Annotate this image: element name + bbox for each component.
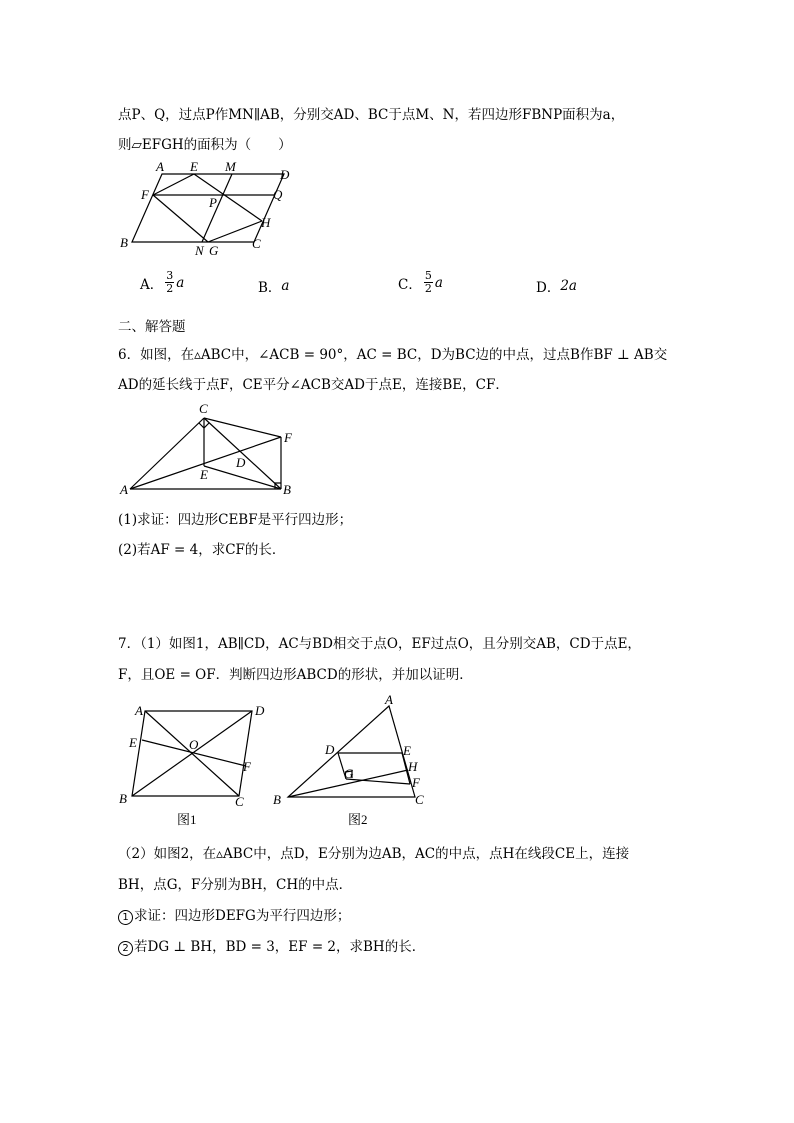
fig7b-caption: 图2 — [348, 812, 368, 827]
option-a-den: 2 — [166, 282, 174, 295]
circled-one-mark: 1 — [118, 910, 133, 925]
q5-option-c[interactable] — [398, 270, 443, 295]
q7-sub2-text: 若DG ⊥ BH，BD = 3，EF = 2，求BH的长． — [134, 939, 426, 955]
fig5-label-c: C — [252, 236, 261, 251]
q5-option-b[interactable] — [258, 276, 289, 296]
q7-sub1 — [118, 904, 350, 925]
fig7a-caption: 图1 — [177, 812, 197, 827]
fig7b-label-d: D — [325, 742, 335, 757]
option-b-text: a — [281, 278, 290, 294]
fig5-label-g: G — [209, 243, 219, 258]
fig7b-label-a: A — [385, 692, 393, 707]
fig6-label-f: F — [284, 430, 292, 445]
fig6-label-b: B — [283, 482, 291, 497]
fig7b-label-h: H — [408, 759, 418, 774]
option-b-letter: B． — [258, 280, 282, 296]
q5-option-a[interactable] — [140, 270, 184, 295]
q5-option-d[interactable] — [536, 276, 577, 296]
fig6-label-e: E — [200, 467, 208, 482]
fig5-label-n: N — [195, 243, 204, 258]
q5-line1: 点P、Q，过点P作MN∥AB，分别交AD、BC于点M、N，若四边形FBNP面积为a， — [118, 107, 625, 123]
option-a-var: a — [176, 274, 185, 291]
q6-triangle-figure — [118, 400, 308, 500]
option-d-text: 2a — [560, 278, 577, 294]
q7-figure-2 — [268, 692, 438, 830]
option-c-letter: C． — [398, 276, 422, 293]
fig7b-label-c: C — [415, 792, 424, 807]
q5-parallelogram-figure — [118, 158, 298, 258]
fig7a-label-f: F — [243, 759, 251, 774]
q7-sub2 — [118, 935, 425, 956]
fig5-label-m: M — [225, 159, 236, 174]
q7-line4: BH，点G，F分别为BH，CH的中点． — [118, 877, 353, 893]
section-title: 二、解答题 — [118, 319, 186, 335]
fig7a-label-o: O — [189, 737, 199, 752]
option-a-fraction — [165, 270, 174, 295]
q6-line1: 6．如图，在▵ABC中，∠ACB = 90°，AC = BC，D为BC边的中点，过点B作BF ⊥ AB交 — [118, 347, 668, 363]
fig7b-label-g: G — [344, 766, 354, 781]
q5-line2: 则▱EFGH的面积为（ ） — [118, 137, 292, 153]
fig7a-label-d: D — [255, 703, 265, 718]
q7-line3: （2）如图2，在▵ABC中，点D，E分别为边AB，AC的中点，点H在线段CE上，连接 — [118, 846, 630, 862]
fig7b-label-f: F — [412, 775, 420, 790]
fig5-label-p: P — [209, 195, 217, 210]
fig5-label-q: Q — [273, 187, 283, 202]
circled-two-mark: 2 — [118, 941, 133, 956]
fig5-label-h: H — [261, 215, 271, 230]
fig7b-label-e: E — [403, 743, 411, 758]
fig6-label-a: A — [120, 482, 128, 497]
q7-line1: 7．（1）如图1，AB∥CD，AC与BD相交于点O，EF过点O，且分别交AB，CD于点E， — [118, 636, 641, 652]
q7-figure-1 — [115, 695, 265, 830]
fig7a-label-a: A — [135, 703, 143, 718]
fig5-label-e: E — [190, 159, 198, 174]
fig6-label-d: D — [236, 455, 246, 470]
q6-part2: (2)若AF = 4，求CF的长． — [118, 542, 286, 558]
fig6-label-c: C — [199, 401, 208, 416]
option-a-letter: A． — [140, 276, 164, 293]
fig7a-label-c: C — [235, 794, 244, 809]
fig5-label-f: F — [141, 187, 149, 202]
q7-sub1-text: 求证：四边形DEFG为平行四边形； — [134, 908, 351, 924]
q6-part1: (1)求证：四边形CEBF是平行四边形； — [118, 512, 353, 528]
option-a-num: 3 — [166, 269, 174, 282]
q7-line2: F，且OE = OF．判断四边形ABCD的形状，并加以证明． — [118, 667, 473, 683]
fig7a-label-e: E — [129, 735, 137, 750]
option-c-fraction — [424, 270, 433, 295]
fig5-label-b: B — [120, 235, 128, 250]
option-c-var: a — [434, 274, 443, 291]
option-d-letter: D． — [536, 280, 561, 296]
option-c-num: 5 — [424, 269, 432, 282]
fig7b-label-b: B — [273, 792, 281, 807]
fig5-label-a: A — [156, 159, 164, 174]
fig5-label-d: D — [280, 167, 290, 182]
fig7a-label-b: B — [119, 791, 127, 806]
option-c-den: 2 — [424, 282, 432, 295]
q6-line2: AD的延长线于点F，CE平分∠ACB交AD于点E，连接BE，CF． — [118, 377, 509, 393]
